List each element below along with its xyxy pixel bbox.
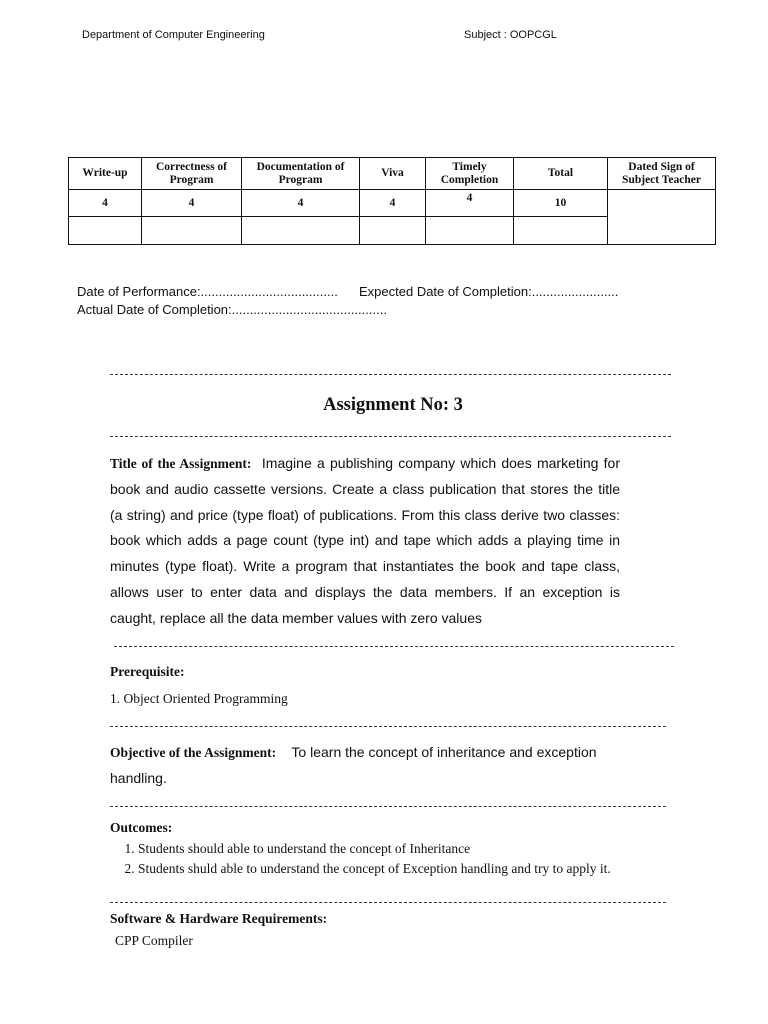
department-name: Department of Computer Engineering xyxy=(82,29,265,41)
obtained-mark-cell xyxy=(142,217,242,245)
requirements-label: Software & Hardware Requirements: xyxy=(110,911,328,926)
max-mark-cell: 4 xyxy=(360,190,426,217)
header-cell: Documentation of Program xyxy=(242,158,360,190)
obtained-mark-cell xyxy=(426,217,514,245)
header-cell: Viva xyxy=(360,158,426,190)
divider xyxy=(114,646,674,647)
actual-date-of-completion: Actual Date of Completion:........................................... xyxy=(77,302,387,317)
title-text: Imagine a publishing company which does marketing for book and audio cassette versions. Create a class publication that stores the title (a string) and price (type float) of publications. From this class derive two classes: book which adds a page count (type int) and tape which adds a playing time in minutes (type float). Write a program that instantiates the book and tape class, allows user to enter data and displays the data members. If an exception is caught, replace all the data member values with zero values xyxy=(110,455,621,626)
list-item: 2. Students shuld able to understand the concept of Exception handling and try to apply it. xyxy=(138,859,611,879)
divider xyxy=(110,726,666,727)
header-cell: Total xyxy=(514,158,608,190)
outcomes-list xyxy=(110,839,611,878)
expected-date-of-completion: Expected Date of Completion:........................ xyxy=(359,284,619,299)
obtained-mark-cell xyxy=(514,217,608,245)
header-cell: Write-up xyxy=(69,158,142,190)
assignment-description xyxy=(110,451,620,632)
objective-section xyxy=(110,740,650,792)
header-cell: Timely Completion xyxy=(426,158,514,190)
date-of-performance: Date of Performance:...................................... xyxy=(77,284,338,299)
table-row xyxy=(69,190,716,217)
prerequisite-label: Prerequisite: xyxy=(110,664,185,679)
max-mark-cell: 4 xyxy=(426,190,514,217)
divider xyxy=(110,374,671,375)
table-header-row xyxy=(69,158,716,190)
marks-table xyxy=(68,157,716,245)
max-mark-cell: 10 xyxy=(514,190,608,217)
assignment-title: Assignment No: 3 xyxy=(323,395,463,415)
header-cell: Dated Sign of Subject Teacher xyxy=(608,158,716,190)
objective-text: To learn the concept of inheritance and exception handling. xyxy=(110,744,597,786)
obtained-mark-cell xyxy=(360,217,426,245)
obtained-mark-cell xyxy=(242,217,360,245)
outcomes-label: Outcomes: xyxy=(110,820,173,835)
obtained-mark-cell xyxy=(69,217,142,245)
title-label: Title of the Assignment: xyxy=(110,456,252,471)
max-mark-cell: 4 xyxy=(142,190,242,217)
max-mark-cell: 4 xyxy=(69,190,142,217)
max-mark-cell: 4 xyxy=(242,190,360,217)
divider xyxy=(110,902,666,903)
subject-name: Subject : OOPCGL xyxy=(464,29,557,41)
prerequisite-item: 1. Object Oriented Programming xyxy=(110,691,288,706)
divider xyxy=(110,436,671,437)
divider xyxy=(110,806,666,807)
teacher-sign-cell xyxy=(608,190,716,245)
header-cell: Correctness of Program xyxy=(142,158,242,190)
objective-label: Objective of the Assignment: xyxy=(110,745,277,760)
requirements-item: CPP Compiler xyxy=(115,933,193,948)
list-item: 1. Students should able to understand the concept of Inheritance xyxy=(138,839,611,859)
